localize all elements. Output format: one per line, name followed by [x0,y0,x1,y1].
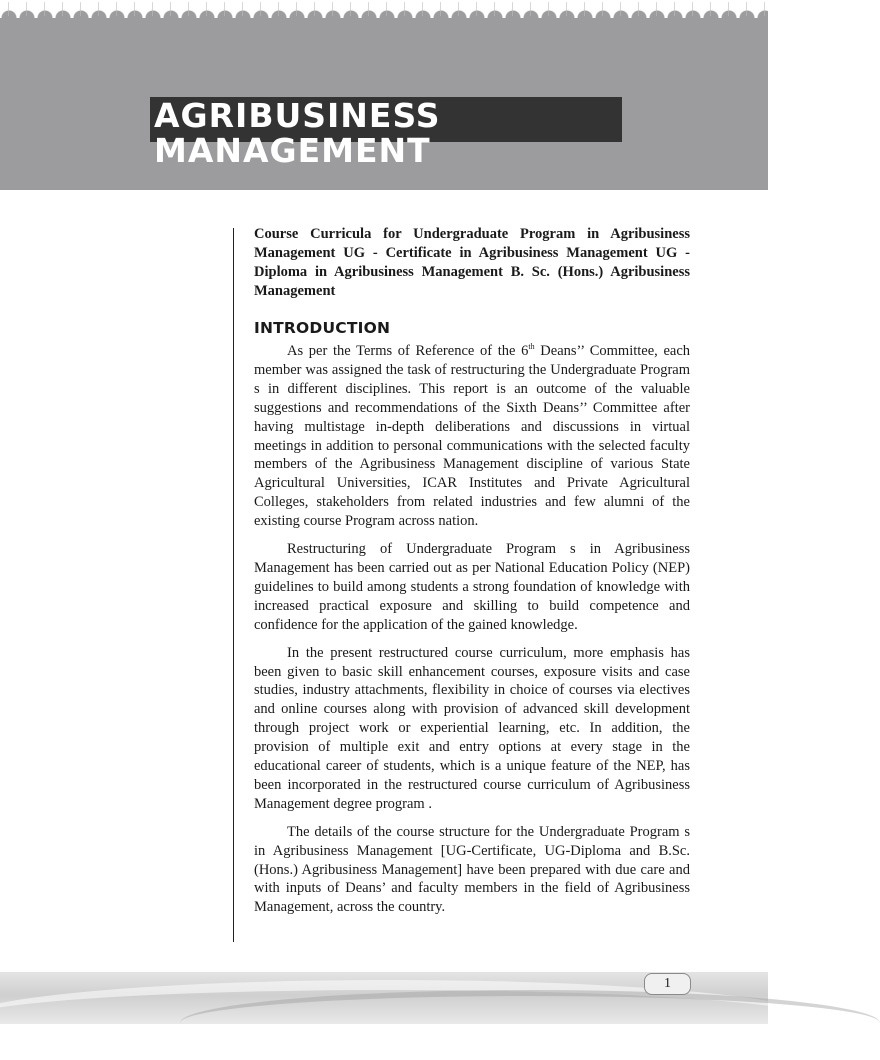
paragraph-1-start: As per the Terms of Reference of the 6 [287,343,529,359]
section-heading-introduction: INTRODUCTION [254,319,391,337]
document-subtitle: Course Curricula for Undergraduate Program in Agribusiness Management UG - Certificate in Agribusiness Management UG - Diploma in Agribusiness Management B. Sc. (Hons.) Agribusiness Management [254,226,690,299]
page-number: 1 [644,973,691,995]
ordinal-superscript: th [528,342,535,352]
paragraph-2: Restructuring of Undergraduate Program s in Agribusiness Management has been carried out as per National Education Policy (NEP) guidelines to build among students a strong foundation of knowledge with increased practical exposure and skilling to build competence and confidence for the application of the gained knowledge. [254,541,690,633]
paragraph-1-rest: Deans’’ Committee, each member was assigned the task of restructuring the Undergraduate Program s in different disciplines. This report is an outcome of the valuable suggestions and recommendations of the Sixth Deans’’ Committee after having multistage in-depth deliberations and discussions in virtual meetings in addition to personal communications with the selected faculty members of the Agribusiness Management discipline of various State Agricultural Universities, ICAR Institutes and Private Agricultural Colleges, stakeholders from related industries and few alumni of the existing course Program across nation. [254,343,691,530]
header-top-tick-pattern [0,2,768,16]
document-body [254,225,690,926]
chapter-title: AGRIBUSINESS [154,96,441,135]
header-bottom-tab-border [0,190,768,204]
paragraph-3: In the present restructured course curriculum, more emphasis has been given to basic skill enhancement courses, exposure visits and case studies, industry attachments, flexibility in choice of courses via electives and online courses along with provision of advanced skill development through project work or experiential learning, etc. In addition, the provision of multiple exit and entry options at every stage in the educational career of students, which is a unique feature of the NEP, has been incorporated in the restructured course curriculum of Agribusiness Management degree program . [254,644,690,812]
footer-wave-decoration-secondary [180,990,880,1056]
chapter-title-box [150,96,622,170]
paragraph-1 [254,342,690,531]
margin-vertical-rule [233,228,234,942]
chapter-title-clipped-line: MANAGEMENT [154,131,431,170]
paragraph-4: The details of the course structure for the Undergraduate Program s in Agribusiness Management [UG-Certificate, UG-Diploma and B.Sc. (Hons.) Agribusiness Management] have been prepared with due care and with inputs of Deans’ and faculty members in the field of Agribusiness Management, across the country. [254,823,690,916]
